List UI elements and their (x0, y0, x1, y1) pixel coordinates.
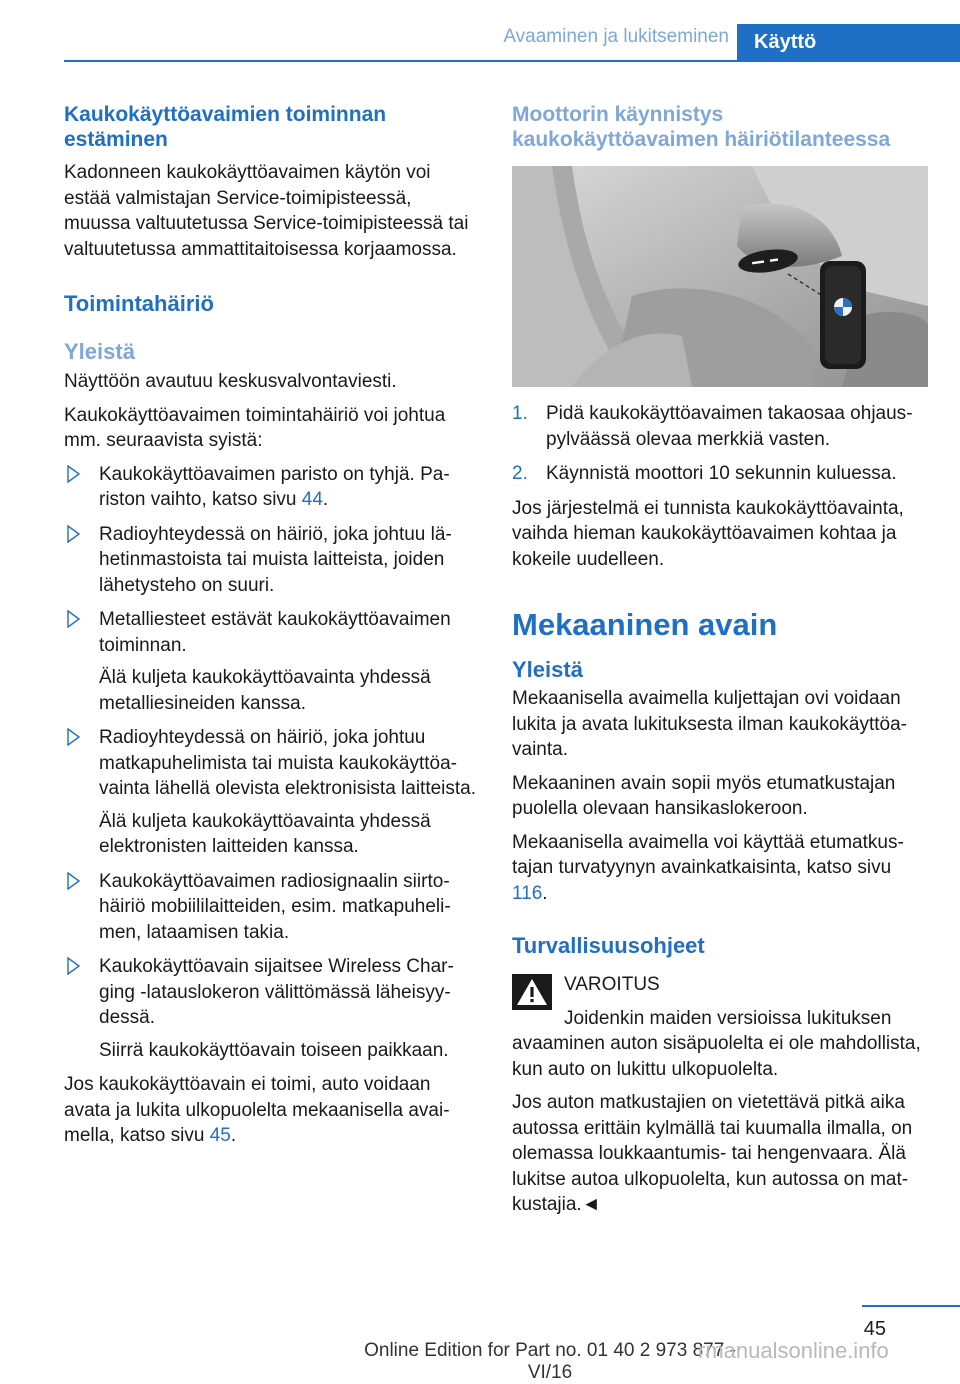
page-link-116[interactable]: 116 (512, 882, 543, 904)
heading-mechanical-key: Mekaaninen avain (512, 607, 778, 642)
paragraph-lost-key: Kadonneen kaukokäyttöavaimen käytön voi estää valmistajan Service-toimipisteessä, muussa valtuutetussa Service-toimipisteessä tai valtuutetussa ammattitaitoisessa korjaamossa. (64, 162, 469, 260)
paragraph-retry: Jos järjestelmä ei tunnista kaukokäyttöavainta, vaihda hieman kaukokäyttöavaimen kohtaa ja kokeile uudelleen. (512, 497, 904, 570)
paragraph-mechanical-fallback: Jos kaukokäyttöavain ei toimi, auto voidaan avata ja lukita ulkopuolelta mekaanisella avaimella, katso sivu 45. (64, 1074, 450, 1146)
list-item (64, 725, 478, 860)
header-rule (64, 60, 960, 62)
paragraph-airbag-switch: Mekaanisella avaimella voi käyttää etumatkustajan turvatyynyn avainkatkaisinta, katso sivu 116. (512, 831, 904, 904)
bullet-text: Kaukokäyttöavaimen radiosignaalin siirtohäiriö mobiililaitteiden, esim. matkapuhelimen, lataamisen takia. (99, 870, 451, 943)
step-number: 2. (512, 463, 528, 484)
bullet-triangle-icon (67, 728, 80, 746)
step-item (512, 401, 928, 452)
bullet-text: Kaukokäyttöavain sijaitsee Wireless Charging -latauslokeron välittömässä läheisyydessä. (99, 956, 454, 1028)
bullet-triangle-icon (67, 957, 80, 975)
page-link-44[interactable]: 44 (301, 489, 323, 510)
heading-disable-remote: Kaukokäyttöavaimien toiminnan estäminen (64, 103, 387, 151)
step-text: Käynnistä moottori 10 sekunnin kuluessa. (546, 463, 897, 484)
paragraph-glovebox: Mekaaninen avain sopii myös etumatkustajan puolella olevaan hansikaslokeroon. (512, 772, 896, 819)
header-chapter-tab (737, 24, 960, 62)
bullet-triangle-icon (67, 872, 80, 890)
step-item (512, 461, 928, 487)
steering-column-key-photo (512, 166, 928, 387)
bullet-subtext: Siirrä kaukokäyttöavain toiseen paikkaan. (99, 1039, 449, 1061)
warning-text-2: Jos auton matkustajien on vietettävä pitkä aika autossa erittäin kylmällä tai kuumalla ilmalla, on olemassa loukkaantumis- tai hengenvaara. Älä lukitse autoa ulkopuolelta, kun autossa on matkustajia.◄ (512, 1092, 913, 1215)
page-number: 45 (863, 1318, 886, 1340)
right-column (512, 102, 928, 1218)
bullet-triangle-icon (67, 525, 80, 543)
heading-malfunction: Toimintahäiriö (64, 291, 214, 316)
bullet-triangle-icon (67, 465, 80, 483)
warning-block (512, 972, 928, 998)
bullet-text: Radioyhteydessä on häiriö, joka johtuu lähetinmastoista tai muista laitteista, joiden lähetysteho on suuri. (99, 523, 452, 596)
warning-text: Joidenkin maiden versioissa lukituksen avaaminen auton sisäpuolelta ei ole mahdollista, kun auto on lukittu ulkopuolelta. (512, 1007, 921, 1080)
watermark: rmanualsonline.info (698, 1338, 889, 1363)
page-link-45[interactable]: 45 (209, 1125, 231, 1146)
list-item (64, 954, 478, 1063)
bullet-triangle-icon (67, 610, 80, 628)
bullet-text: Metalliesteet estävät kaukokäyttöavaimen toiminnan. (99, 609, 451, 656)
heading-start-engine: Moottorin käynnistys kaukokäyttöavaimen häiriötilanteessa (512, 103, 891, 151)
header-section-title: Avaaminen ja lukitseminen (503, 26, 729, 47)
bullet-text: Kaukokäyttöavaimen paristo on tyhjä. Pariston vaihto, katso sivu (99, 463, 450, 510)
step-text: Pidä kaukokäyttöavaimen takaosaa ohjauspylväässä olevaa merkkiä vasten. (546, 403, 913, 450)
heading-safety-notes: Turvallisuusohjeet (512, 933, 705, 958)
heading-general: Yleistä (64, 339, 135, 364)
footer-rule (862, 1305, 960, 1307)
heading-general-right: Yleistä (512, 657, 583, 682)
paragraph-cc-message: Näyttöön avautuu keskusvalvontaviesti. (64, 371, 397, 392)
bullet-subtext: Älä kuljeta kaukokäyttöavainta yhdessä metalliesineiden kanssa. (99, 667, 431, 714)
paragraph-causes-intro: Kaukokäyttöavaimen toimintahäiriö voi johtua mm. seuraavista syistä: (64, 404, 446, 451)
bullet-subtext: Älä kuljeta kaukokäyttöavainta yhdessä elektronisten laitteiden kanssa. (99, 810, 431, 857)
left-column (64, 102, 478, 1149)
edition-line: Online Edition for Part no. 01 40 2 973 877 - VI/16 (364, 1340, 736, 1383)
step-number: 1. (512, 403, 528, 424)
list-item: Kaukokäyttöavaimen paristo on tyhjä. Pariston vaihto, katso sivu 44. (64, 462, 478, 513)
list-item (64, 869, 478, 946)
list-item (64, 522, 478, 599)
header-chapter-label: Käyttö (754, 31, 817, 53)
paragraph-driver-door: Mekaanisella avaimella kuljettajan ovi voidaan lukita ja avata lukituksesta ilman kaukokäyttöavainta. (512, 688, 907, 760)
warning-title: VAROITUS (564, 974, 660, 995)
list-item (64, 607, 478, 716)
warning-triangle-icon (512, 974, 552, 1010)
bullet-text: Radioyhteydessä on häiriö, joka johtuu matkapuhelimista tai muista kaukokäyttöavainta lähellä olevista elektronisista laitteista. (99, 727, 477, 799)
